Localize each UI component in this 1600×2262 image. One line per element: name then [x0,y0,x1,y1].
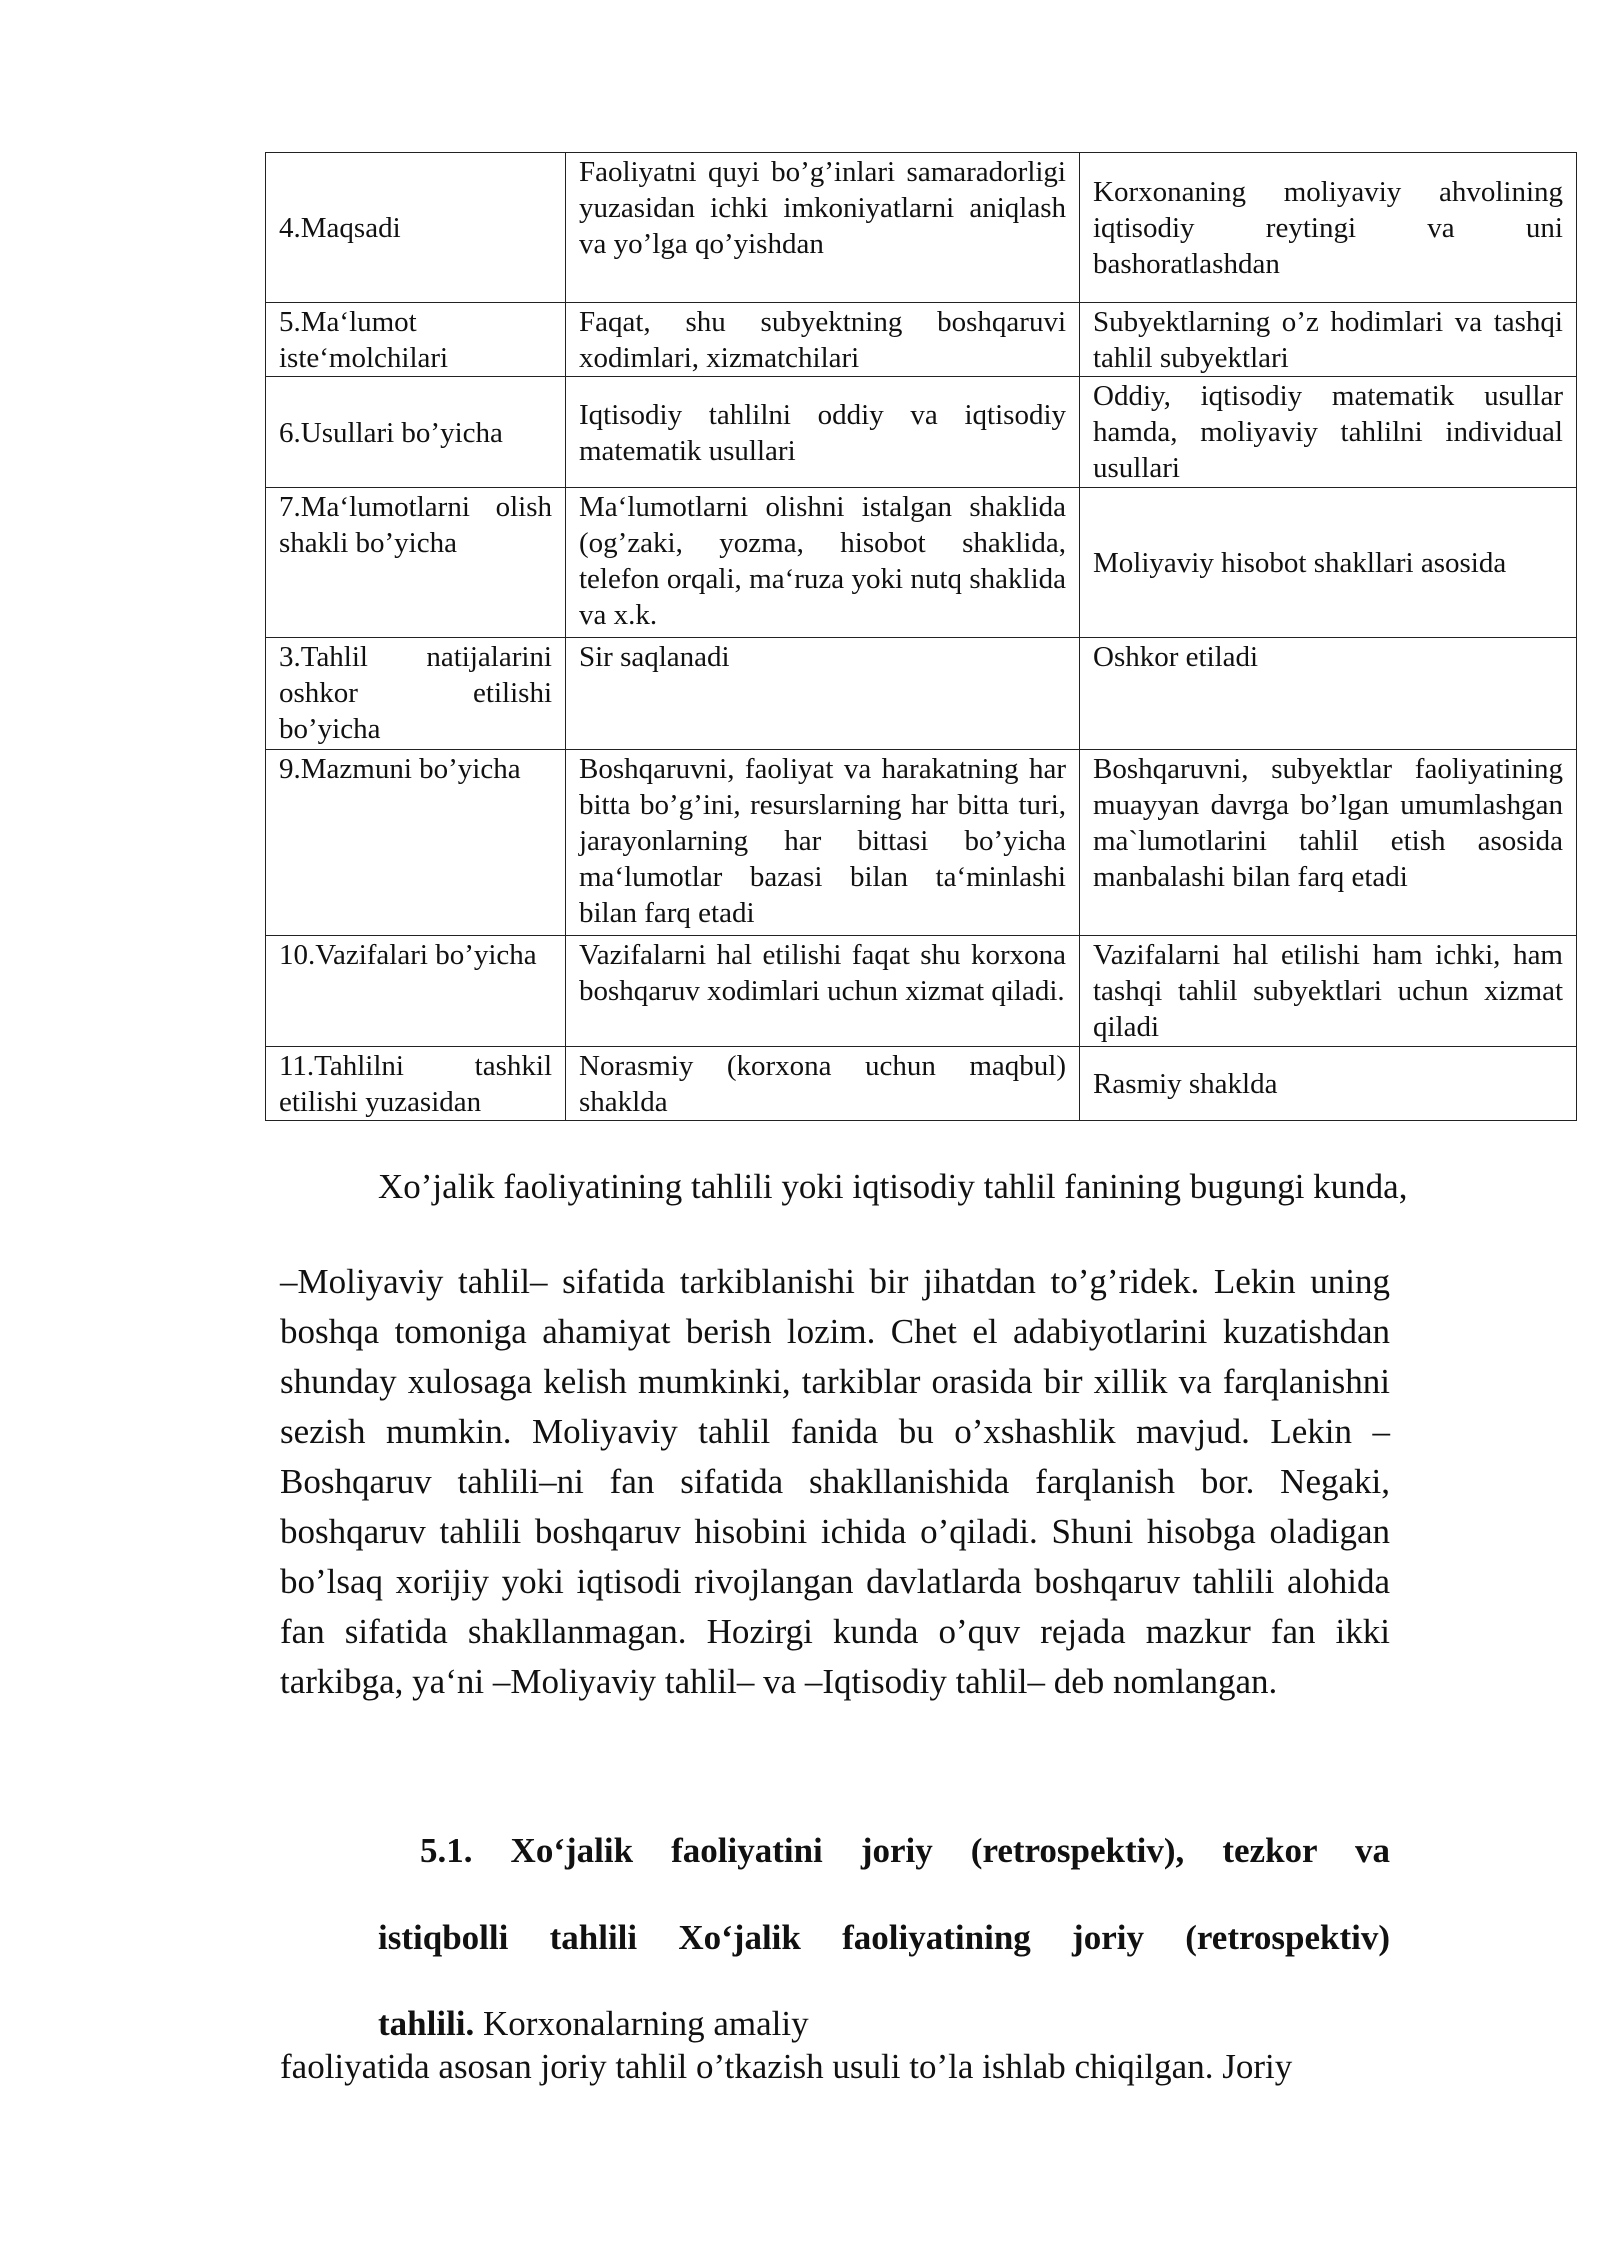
table-row [266,1047,1577,1121]
table-cell: 3.Tahlil natijalarini oshkor etilishi bo’yicha [266,638,566,750]
table-cell: Faqat, shu subyektning boshqaruvi xodimlari, xizmatchilari [566,303,1080,377]
table-cell: Oshkor etiladi [1080,638,1577,750]
table-cell: Ma‘lumotlarni olishni istalgan shaklida (og’zaki, yozma, hisobot shaklida, telefon orqali, ma‘ruza yoki nutq shaklida va x.k. [566,488,1080,638]
table-cell: Boshqaruvni, subyektlar faoliyatining muayyan davrga bo’lgan umumlashgan ma`lumotlarini tahlil etish asosida manbalashi bilan farq etadi [1080,750,1577,936]
table-cell: Norasmiy (korxona uchun maqbul) shaklda [566,1047,1080,1121]
table-row [266,936,1577,1047]
table-row [266,303,1577,377]
table-cell: Korxonaning moliyaviy ahvolining iqtisodiy reytingi va uni bashoratlashdan [1080,153,1577,303]
table-cell: 5.Ma‘lumot iste‘molchilari [266,303,566,377]
paragraph-continuation: faoliyatida asosan joriy tahlil o’tkazish usuli to’la ishlab chiqilgan. Joriy [280,2047,1293,2086]
table-cell: Rasmiy shaklda [1080,1047,1577,1121]
paragraph-main: –Moliyaviy tahlil– sifatida tarkiblanishi bir jihatdan to’g’ridek. Lekin uning boshqa tomoniga ahamiyat berish lozim. Chet el adabiyotlarini kuzatishdan shunday xulosaga kelish mumkinki, tarkiblar orasida bir xillik va farqlanishni sezish mumkin. Moliyaviy tahlil fanida bu o’xshashlik mavjud. Lekin –Boshqaruv tahlili–ni fan sifatida shakllanishida farqlanish bor. Negaki, boshqaruv tahlili boshqaruv hisobini ichida o’qiladi. Shuni hisobga oladigan bo’lsaq xorijiy yoki iqtisodi rivojlangan davlatlarda boshqaruv tahlili alohida fan sifatida shakllanmagan. Hozirgi kunda o’quv rejada mazkur fan ikki tarkibga, ya‘ni –Moliyaviy tahlil– va –Iqtisodiy tahlil– deb nomlangan. [280,1262,1390,1701]
section-heading-bold-end: tahlili. [378,2004,475,2043]
table-cell: Oddiy, iqtisodiy matematik usullar hamda, moliyaviy tahlilni individual usullari [1080,377,1577,488]
comparison-table [265,152,1577,1121]
table-cell: 9.Mazmuni bo’yicha [266,750,566,936]
table-row [266,638,1577,750]
table-row [266,750,1577,936]
table-cell: Boshqaruvni, faoliyat va harakatning har bitta bo’g’ini, resurslarning har bitta turi, jarayonlarning har bittasi bo’yicha ma‘lumotlar bazasi bilan ta‘minlashi bilan farq etadi [566,750,1080,936]
table-cell: Sir saqlanadi [566,638,1080,750]
table-cell: 10.Vazifalari bo’yicha [266,936,566,1047]
paragraph-start: Korxonalarning amaliy [474,2004,809,2043]
table-row [266,377,1577,488]
paragraph-intro: Xo’jalik faoliyatining tahlili yoki iqtisodiy tahlil fanining bugungi kunda, [378,1167,1408,1206]
table-cell: Vazifalarni hal etilishi faqat shu korxona boshqaruv xodimlari uchun xizmat qiladi. [566,936,1080,1047]
table-cell: Iqtisodiy tahlilni oddiy va iqtisodiy matematik usullari [566,377,1080,488]
table-cell: Faoliyatni quyi bo’g’inlari samaradorligi yuzasidan ichki imkoniyatlarni aniqlash va yo’lga qo’yishdan [566,153,1080,303]
table-cell: 6.Usullari bo’yicha [266,377,566,488]
table-cell: Moliyaviy hisobot shakllari asosida [1080,488,1577,638]
table-cell: Vazifalarni hal etilishi ham ichki, ham tashqi tahlil subyektlari uchun xizmat qiladi [1080,936,1577,1047]
table-cell: 4.Maqsadi [266,153,566,303]
section-heading-line-1: 5.1. Xo‘jalik faoliyatini joriy (retrospektiv), tezkor va [420,1831,1390,1870]
table-cell: Subyektlarning o’z hodimlari va tashqi tahlil subyektlari [1080,303,1577,377]
table-row [266,488,1577,638]
table-row [266,153,1577,303]
table-cell: 11.Tahlilni tashkil etilishi yuzasidan [266,1047,566,1121]
section-heading-line-2: istiqbolli tahlili Xo‘jalik faoliyatining joriy (retrospektiv) [378,1918,1390,1957]
table-cell: 7.Ma‘lumotlarni olish shakli bo’yicha [266,488,566,638]
